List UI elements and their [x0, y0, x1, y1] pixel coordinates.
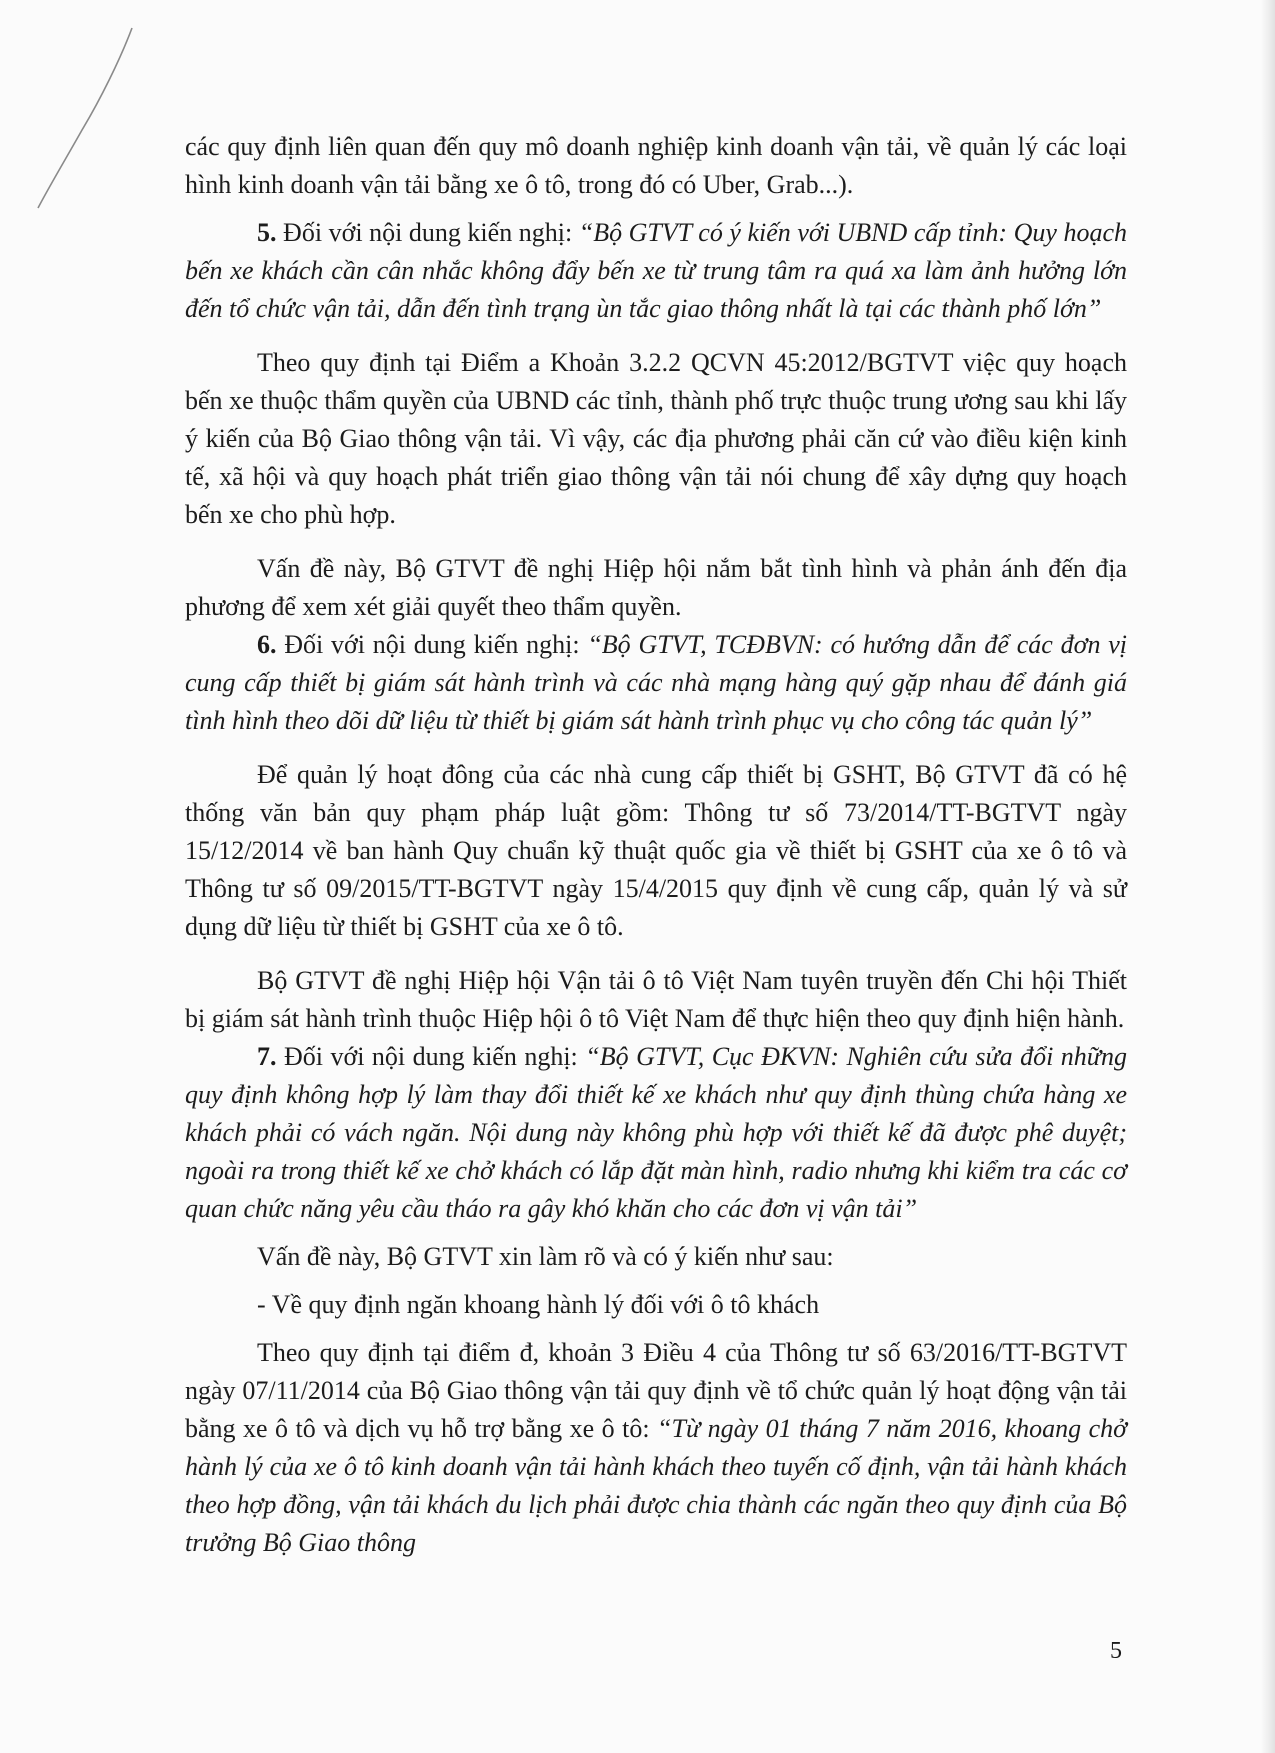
item-number: 5.: [257, 218, 277, 247]
quoted-text: “Từ ngày 01 tháng 7 năm 2016, khoang chở hành lý của xe ô tô kinh doanh vận tải hành khách theo tuyến cố định, vận tải hành khách theo hợp đồng, vận tải khách du lịch phải được chia thành các ngăn theo quy định của Bộ trưởng Bộ Giao thông: [185, 1414, 1128, 1557]
text-run: Để quản lý hoạt đông của các nhà cung cấp thiết bị GSHT, Bộ GTVT đã có hệ thống văn bản quy phạm pháp luật gồm: Thông tư số 73/2014/TT-BGTVT ngày 15/12/2014 về ban hành Quy chuẩn kỹ thuật quốc gia về thiết bị GSHT của xe ô tô và Thông tư số 09/2015/TT-BGTVT ngày 15/4/2015 quy định về cung cấp, quản lý và sử dụng dữ liệu từ thiết bị GSHT của xe ô tô.: [185, 760, 1127, 941]
text-run: Theo quy định tại điểm đ, khoản 3 Điều 4 của Thông tư số 63/2016/TT-BGTVT ngày 07/11/2014 của Bộ Giao thông vận tải quy định về tổ chức quản lý hoạt động vận tải bằng xe ô tô và dịch vụ hỗ trợ bằng xe ô tô:: [185, 1338, 1127, 1443]
text-run: Đối với nội dung kiến nghị:: [276, 218, 579, 247]
quoted-text: “Bộ GTVT, Cục ĐKVN: Nghiên cứu sửa đổi những quy định không hợp lý làm thay đổi thiết kế xe khách như quy định thùng chứa hàng xe khách phải có vách ngăn. Nội dung này không phù hợp với thiết kế đã được phê duyệt; ngoài ra trong thiết kế xe chở khách có lắp đặt màn hình, radio nhưng khi kiểm tra các cơ quan chức năng yêu cầu tháo ra gây khó khăn cho các đơn vị vận tải”: [185, 1042, 1127, 1223]
paragraph-continuation: [185, 128, 1127, 204]
text-run: Theo quy định tại Điểm a Khoản 3.2.2 QCVN 45:2012/BGTVT việc quy hoạch bến xe thuộc thẩm quyền của UBND các tỉnh, thành phố trực thuộc trung ương sau khi lấy ý kiến của Bộ Giao thông vận tải. Vì vậy, các địa phương phải căn cứ vào điều kiện kinh tế, xã hội và quy hoạch phát triển giao thông vận tải nói chung để xây dựng quy hoạch bến xe cho phù hợp.: [185, 348, 1127, 529]
paragraph-item-6-conclusion: [185, 962, 1127, 1038]
document-body: [185, 128, 1127, 1562]
scan-edge-shadow: [1261, 0, 1275, 1753]
paragraph-item-5-response: [185, 344, 1127, 534]
paragraph-item-6-response: [185, 756, 1127, 946]
paragraph-item-7-subheading: [185, 1286, 1127, 1324]
text-run: Vấn đề này, Bộ GTVT đề nghị Hiệp hội nắm bắt tình hình và phản ánh đến địa phương để xem xét giải quyết theo thẩm quyền.: [185, 554, 1127, 621]
item-number: 7.: [257, 1042, 277, 1071]
quoted-text: “Bộ GTVT, TCĐBVN: có hướng dẫn để các đơn vị cung cấp thiết bị giám sát hành trình và các nhà mạng hàng quý gặp nhau để đánh giá tình hình theo dõi dữ liệu từ thiết bị giám sát hành trình phục vụ cho công tác quản lý”: [185, 630, 1127, 735]
text-run: các quy định liên quan đến quy mô doanh nghiệp kinh doanh vận tải, về quản lý các loại hình kinh doanh vận tải bằng xe ô tô, trong đó có Uber, Grab...).: [185, 132, 1127, 199]
paragraph-item-7-regulation: [185, 1334, 1127, 1562]
paragraph-item-5-conclusion: [185, 550, 1127, 626]
paragraph-item-6: [185, 626, 1127, 740]
quoted-text: “Bộ GTVT có ý kiến với UBND cấp tỉnh: Quy hoạch bến xe khách cần cân nhắc không đẩy bến xe từ trung tâm ra quá xa làm ảnh hưởng lớn đến tổ chức vận tải, dẫn đến tình trạng ùn tắc giao thông nhất là tại các thành phố lớn”: [185, 218, 1127, 323]
text-run: - Về quy định ngăn khoang hành lý đối với ô tô khách: [257, 1290, 820, 1319]
paragraph-item-7: [185, 1038, 1127, 1228]
paragraph-item-7-intro: [185, 1238, 1127, 1276]
paragraph-item-5: [185, 214, 1127, 328]
text-run: Bộ GTVT đề nghị Hiệp hội Vận tải ô tô Việt Nam tuyên truyền đến Chi hội Thiết bị giám sát hành trình thuộc Hiệp hội ô tô Việt Nam để thực hiện theo quy định hiện hành.: [185, 966, 1127, 1033]
text-run: Đối với nội dung kiến nghị:: [276, 1042, 586, 1071]
page-number: 5: [1110, 1638, 1122, 1664]
text-run: Đối với nội dung kiến nghị:: [276, 630, 588, 659]
pen-stroke-mark: [20, 20, 140, 220]
text-run: Vấn đề này, Bộ GTVT xin làm rõ và có ý kiến như sau:: [257, 1242, 834, 1271]
item-number: 6.: [257, 630, 277, 659]
